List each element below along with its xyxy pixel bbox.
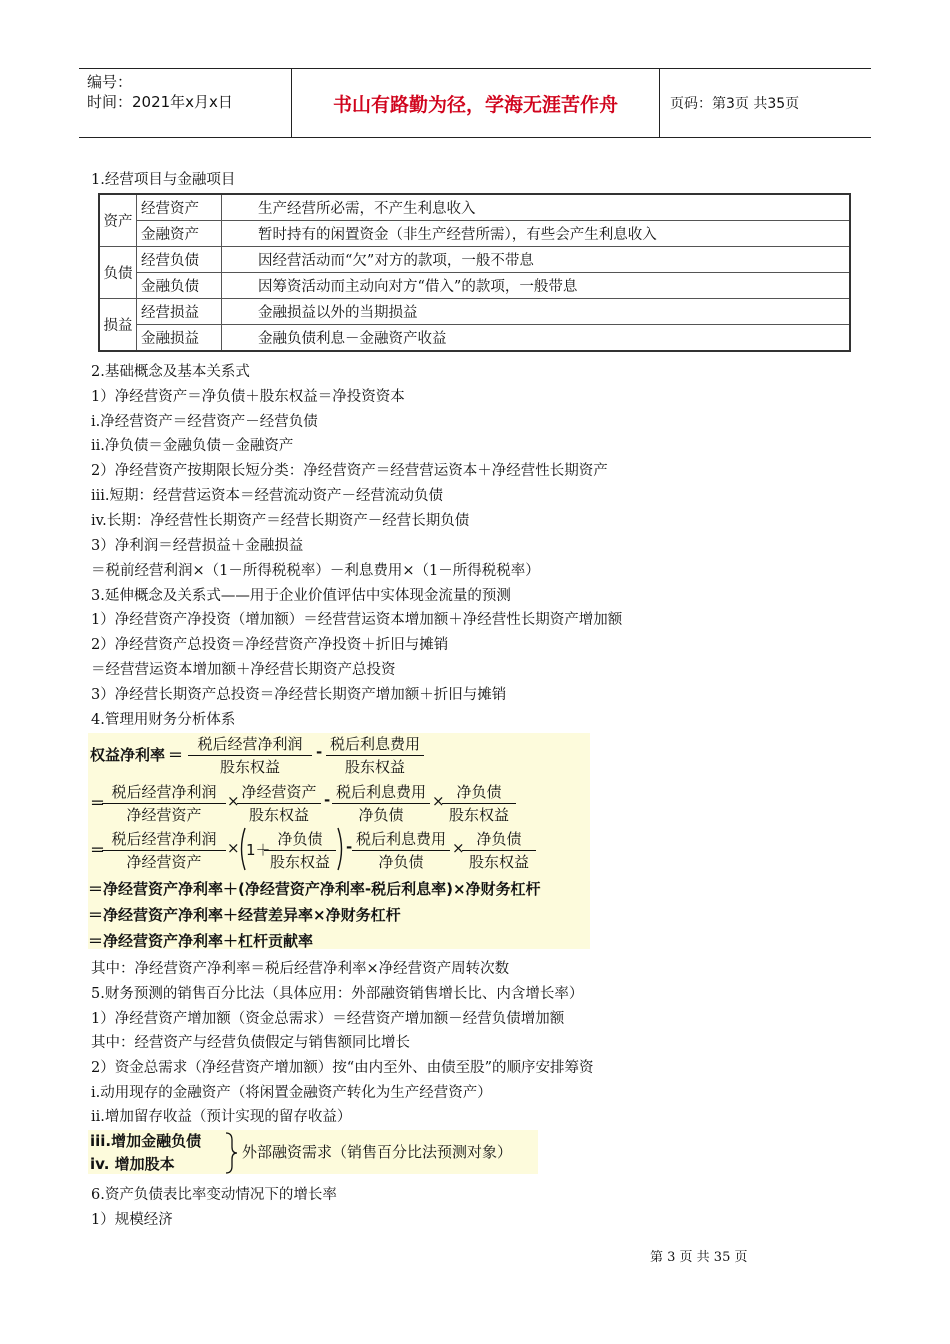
text-line: iv.长期：净经营性长期资产＝经营长期资产－经营长期负债 xyxy=(91,513,470,529)
group-cell: 损益 xyxy=(99,299,137,352)
ext-label: 外部融资需求（销售百分比法预测对象） xyxy=(242,1143,513,1161)
fraction xyxy=(102,781,226,826)
table-row xyxy=(99,273,850,299)
fraction-den: 股东权益 xyxy=(344,758,405,776)
text-line: ii.增加留存收益（预计实现的留存收益） xyxy=(91,1109,352,1125)
text-line: 1）规模经济 xyxy=(91,1212,173,1228)
header-motto: 书山有路勤为径，学海无涯苦作舟 xyxy=(292,69,660,137)
item-desc: 因筹资活动而主动向对方“借入”的款项，一般带息 xyxy=(222,273,851,299)
ext-item: iii.增加金融负债 xyxy=(90,1132,202,1150)
text-line: 1）净经营资产增加额（资金总需求）＝经营资产增加额－经营负债增加额 xyxy=(91,1011,565,1027)
item-name: 金融损益 xyxy=(137,325,222,352)
header-page-info: 页码：第3页 共35页 xyxy=(670,96,800,112)
item-name: 经营损益 xyxy=(137,299,222,325)
item-name: 金融资产 xyxy=(137,221,222,247)
fraction xyxy=(326,733,424,778)
text-line: ii.净负债＝金融负债－金融资产 xyxy=(91,438,294,454)
text-line: 2）净经营资产总投资＝净经营资产净投资＋折旧与摊销 xyxy=(91,637,449,653)
page-header xyxy=(79,68,871,138)
header-meta xyxy=(79,69,292,137)
text-line: 3.延伸概念及关系式——用于企业价值评估中实体现金流量的预测 xyxy=(91,588,511,604)
formula-eq: ＝ xyxy=(90,794,106,812)
table-row xyxy=(99,247,850,273)
fraction xyxy=(332,781,430,826)
fraction xyxy=(352,828,450,873)
formula-minus: - xyxy=(324,791,331,809)
formula-one-plus: 1＋ xyxy=(246,841,271,859)
formula-times: × xyxy=(227,792,240,810)
formula-times: × xyxy=(432,792,445,810)
header-date: 时间：2021年x月x日 xyxy=(87,93,233,111)
fraction-den: 净负债 xyxy=(378,853,424,871)
item-desc: 因经营活动而“欠”对方的款项，一般不带息 xyxy=(222,247,851,273)
fraction-den: 净负债 xyxy=(358,806,404,824)
page-footer: 第 3 页 共 35 页 xyxy=(650,1250,748,1265)
item-desc: 暂时持有的闲置资金（非生产经营所需），有些会产生利息收入 xyxy=(222,221,851,247)
fraction-num: 税后经营净利润 xyxy=(102,828,226,851)
text-line: 3）净经营长期资产总投资＝净经营长期资产增加额＋折旧与摊销 xyxy=(91,687,507,703)
right-paren-icon xyxy=(336,826,346,872)
fraction-num: 净负债 xyxy=(462,828,536,851)
text-line: 5.财务预测的销售百分比法（具体应用：外部融资销售增长比、内含增长率） xyxy=(91,986,584,1002)
item-desc: 金融损益以外的当期损益 xyxy=(222,299,851,325)
fraction-num: 税后利息费用 xyxy=(332,781,430,804)
external-financing-block xyxy=(88,1130,538,1174)
text-line: 其中：净经营资产净利率＝税后经营净利率×净经营资产周转次数 xyxy=(91,961,510,977)
text-line: i.动用现存的金融资产（将闲置金融资产转化为生产经营资产） xyxy=(91,1085,492,1101)
table-row xyxy=(99,221,850,247)
fraction-num: 税后经营净利润 xyxy=(102,781,226,804)
text-line: 2.基础概念及基本关系式 xyxy=(91,364,250,380)
text-line: 其中：经营资产与经营负债假定与销售额同比增长 xyxy=(91,1035,410,1051)
fraction xyxy=(102,828,226,873)
formula-times: × xyxy=(452,839,465,857)
fraction xyxy=(188,733,312,778)
fraction-num: 净负债 xyxy=(264,828,336,851)
item-desc: 金融负债利息－金融资产收益 xyxy=(222,325,851,352)
text-line: 2）净经营资产按期限长短分类：净经营资产＝经营营运资本＋净经营性长期资产 xyxy=(91,463,608,479)
fraction-den: 股东权益 xyxy=(448,806,509,824)
fraction-num: 税后经营净利润 xyxy=(188,733,312,756)
formula-eq: ＝ xyxy=(168,746,184,764)
formula-line: ＝净经营资产净利率＋(净经营资产净利率-税后利息率)×净财务杠杆 xyxy=(88,880,541,898)
fraction-den: 净经营资产 xyxy=(126,853,202,871)
table-row xyxy=(99,299,850,325)
formula-eq: ＝ xyxy=(90,841,106,859)
item-name: 经营资产 xyxy=(137,194,222,221)
text-line: 3）净利润＝经营损益＋金融损益 xyxy=(91,538,304,554)
roe-formula-block xyxy=(88,733,590,949)
fraction xyxy=(237,781,321,826)
table-row xyxy=(99,194,850,221)
formula-line: ＝净经营资产净利率＋杠杆贡献率 xyxy=(88,932,314,950)
fraction-den: 股东权益 xyxy=(219,758,280,776)
fraction-num: 净经营资产 xyxy=(237,781,321,804)
group-cell: 资产 xyxy=(99,194,137,247)
classification-table xyxy=(98,193,851,352)
section-title: 1.经营项目与金融项目 xyxy=(91,172,236,188)
header-number: 编号： xyxy=(87,73,133,91)
formula-line: ＝净经营资产净利率＋经营差异率×净财务杠杆 xyxy=(88,906,401,924)
fraction-num: 净负债 xyxy=(442,781,516,804)
fraction-den: 股东权益 xyxy=(468,853,529,871)
formula-roe-label: 权益净利率 xyxy=(90,746,166,764)
item-name: 金融负债 xyxy=(137,273,222,299)
brace-icon xyxy=(223,1132,239,1174)
text-line: ＝税前经营利润×（1－所得税税率）－利息费用×（1－所得税税率） xyxy=(91,563,540,579)
fraction xyxy=(264,828,336,873)
text-line: 1）净经营资产净投资（增加额）＝经营营运资本增加额＋净经营性长期资产增加额 xyxy=(91,612,623,628)
fraction-den: 净经营资产 xyxy=(126,806,202,824)
text-line: i.净经营资产＝经营资产－经营负债 xyxy=(91,414,318,430)
table-row xyxy=(99,325,850,352)
fraction-num: 税后利息费用 xyxy=(326,733,424,756)
fraction xyxy=(442,781,516,826)
ext-item: iv. 增加股本 xyxy=(90,1155,175,1173)
item-desc: 生产经营所必需，不产生利息收入 xyxy=(222,194,851,221)
text-line: 2）资金总需求（净经营资产增加额）按“由内至外、由债至股”的顺序安排筹资 xyxy=(91,1060,594,1076)
formula-minus: - xyxy=(346,838,353,856)
fraction-den: 股东权益 xyxy=(248,806,309,824)
text-line: ＝经营营运资本增加额＋净经营长期资产总投资 xyxy=(91,662,396,678)
group-cell: 负债 xyxy=(99,247,137,299)
formula-times: × xyxy=(227,839,240,857)
item-name: 经营负债 xyxy=(137,247,222,273)
text-line: 1）净经营资产＝净负债＋股东权益＝净投资资本 xyxy=(91,389,405,405)
fraction-den: 股东权益 xyxy=(269,853,330,871)
fraction xyxy=(462,828,536,873)
text-line: 6.资产负债表比率变动情况下的增长率 xyxy=(91,1187,337,1203)
formula-minus: - xyxy=(316,743,323,761)
text-line: iii.短期：经营营运资本＝经营流动资产－经营流动负债 xyxy=(91,488,444,504)
fraction-num: 税后利息费用 xyxy=(352,828,450,851)
text-line: 4.管理用财务分析体系 xyxy=(91,712,236,728)
